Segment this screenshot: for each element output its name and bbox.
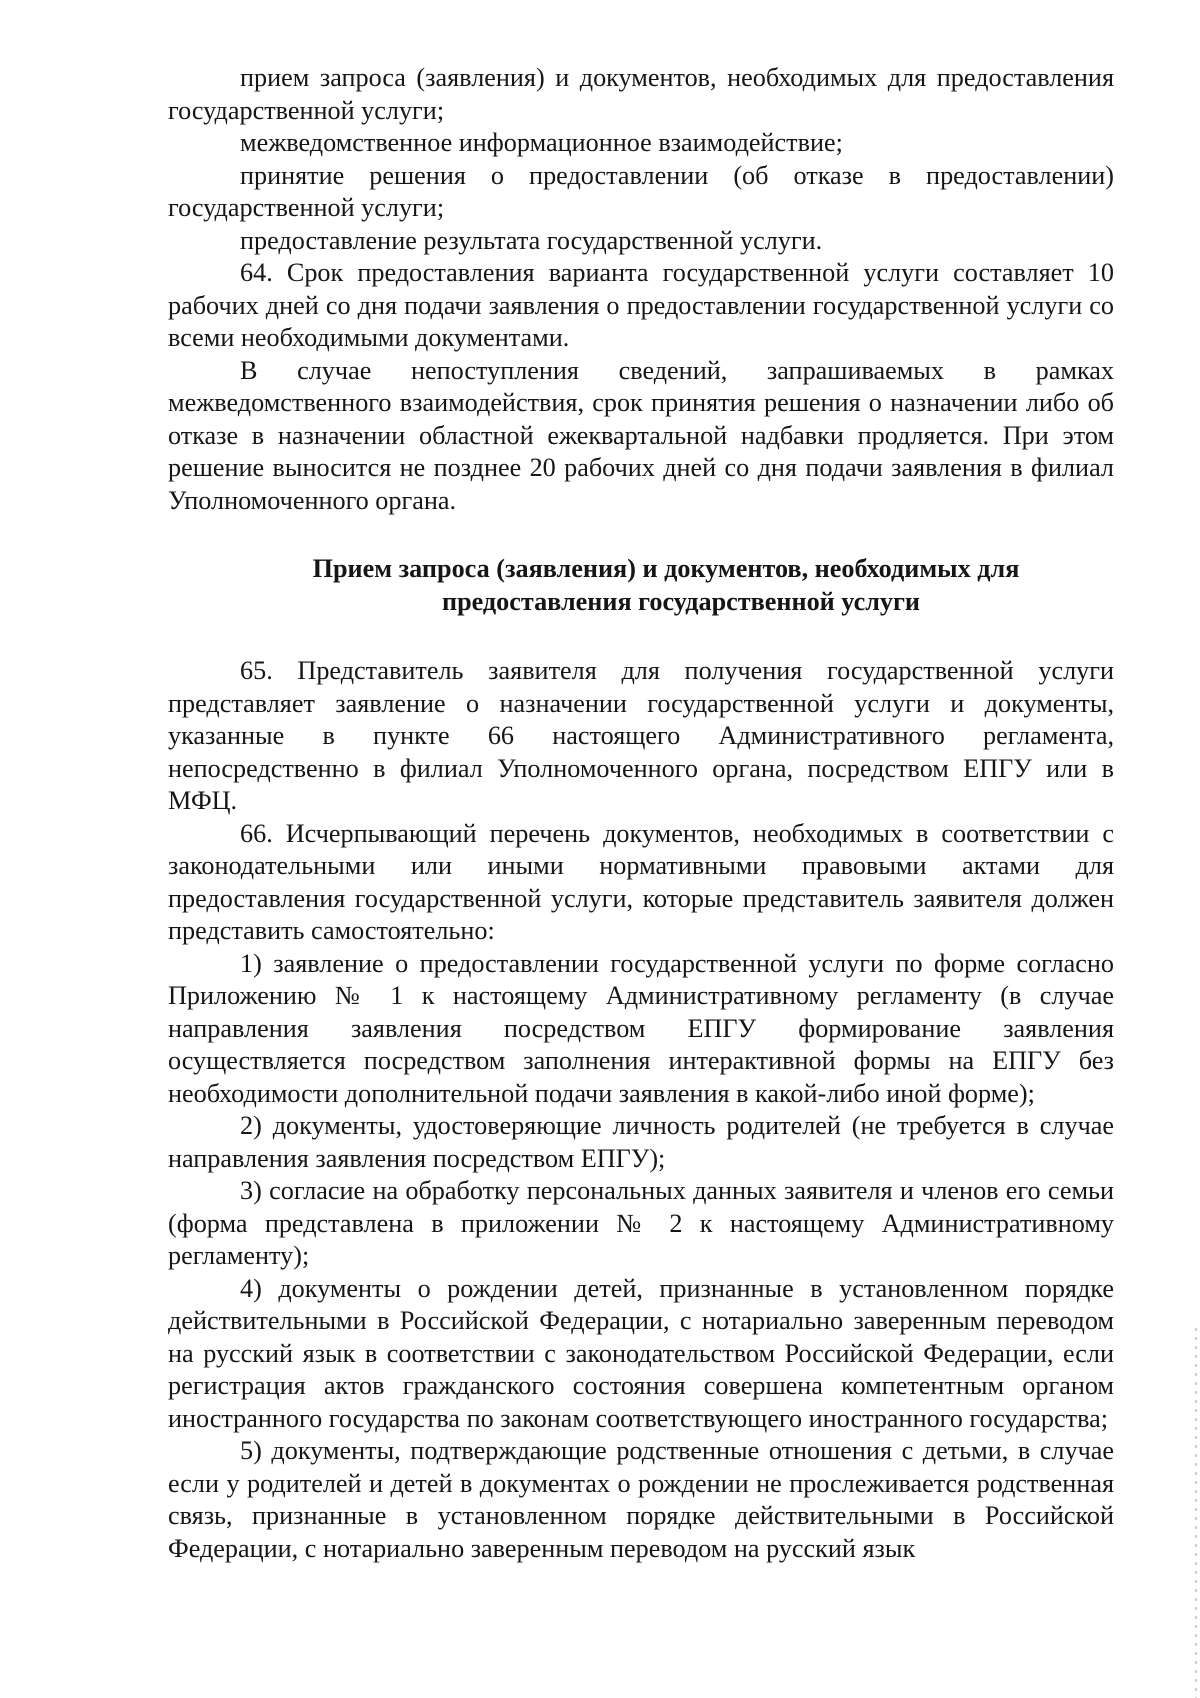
paragraph-service-step-result: предоставление результата государственной услуги. <box>240 225 823 255</box>
paragraph-service-step-interaction: межведомственное информационное взаимодействие; <box>240 128 843 157</box>
section-heading-line-1: Прием запроса (заявления) и документов, необходимых для <box>312 554 1020 583</box>
section-heading-line-2: предоставления государственной услуги <box>442 586 920 616</box>
paragraph-64-term: 64. Срок предоставления варианта государственной услуги составляет 10 рабочих дней со дня подачи заявления о предоставлении государственной услуги со всеми необходимыми документами. <box>168 258 1114 352</box>
paragraph-65: 65. Представитель заявителя для получения государственной услуги представляет заявление о назначении государственной услуги и документы, указанные в пункте 66 настоящего Административного регламента, непосредственно в филиал Уполномоченного органа, посредством ЕПГУ или в МФЦ. <box>168 656 1114 815</box>
paragraph-service-step-decision: принятие решения о предоставлении (об отказе в предоставлении) государственной услуги; <box>168 160 1114 222</box>
list-item-66-5: 5) документы, подтверждающие родственные отношения с детьми, в случае если у родителей и детей в документах о рождении не прослеживается родственная связь, признанные в установленном порядке действительными в Российской Федерации, с нотариально заверенным переводом на русский язык <box>168 1436 1114 1563</box>
section-heading <box>168 553 1114 618</box>
paragraph-66: 66. Исчерпывающий перечень документов, необходимых в соответствии с законодательными или иными нормативными правовыми актами для предоставления государственной услуги, которые представитель заявителя должен представить самостоятельно: <box>168 818 1114 945</box>
list-item-66-1: 1) заявление о предоставлении государственной услуги по форме согласно Приложению № 1 к настоящему Административному регламенту (в случае направления заявления посредством ЕПГУ формирование заявления осуществляется посредством заполнения интерактивной формы на ЕПГУ без необходимости дополнительной подачи заявления в какой-либо иной форме); <box>168 948 1114 1108</box>
list-item-66-4: 4) документы о рождении детей, признанные в установленном порядке действительными в Российской Федерации, с нотариально заверенным переводом на русский язык в соответствии с законодательством Российской Федерации, если регистрация актов гражданского состояния совершена компетентным органом иностранного государства по законам соответствующего иностранного государства; <box>168 1273 1114 1433</box>
list-item-66-2: 2) документы, удостоверяющие личность родителей (не требуется в случае направления заявления посредством ЕПГУ); <box>168 1111 1114 1173</box>
paragraph-service-step-request: прием запроса (заявления) и документов, необходимых для предоставления государственной услуги; <box>168 63 1114 125</box>
document-page <box>168 62 1114 1565</box>
list-item-66-3: 3) согласие на обработку персональных данных заявителя и членов его семьи (форма представлена в приложении № 2 к настоящему Административному регламенту); <box>168 1176 1114 1270</box>
section-body <box>168 655 1114 1565</box>
scan-edge-marks <box>1195 1328 1197 1698</box>
paragraph-64-extension: В случае непоступления сведений, запрашиваемых в рамках межведомственного взаимодействия, срок принятия решения о назначении либо об отказе в назначении областной ежеквартальной надбавки продляется. При этом решение выносится не позднее 20 рабочих дней со дня подачи заявления в филиал Уполномоченного органа. <box>168 355 1114 515</box>
